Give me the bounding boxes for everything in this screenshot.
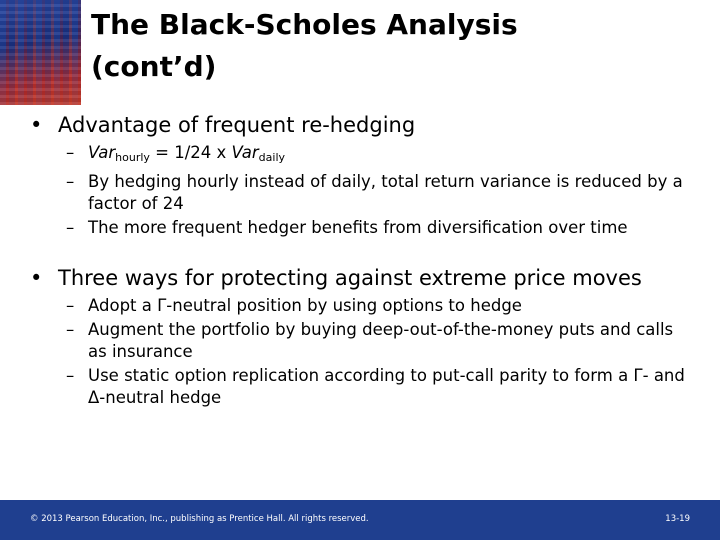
sub-bullet-item: [66, 319, 690, 363]
dash-marker: –: [66, 296, 75, 315]
subscript-daily: daily: [258, 151, 286, 164]
dash-marker: –: [66, 172, 75, 191]
footer-bar: [0, 500, 720, 540]
bullet-text: Advantage of frequent re-hedging: [58, 113, 416, 137]
sub-bullet-text: Adopt a Γ-neutral position by using options to hedge: [88, 296, 522, 315]
sub-bullet-item: [66, 217, 690, 239]
dash-marker: –: [66, 320, 75, 339]
dash-marker: –: [66, 218, 75, 237]
title-line-1: The Black-Scholes Analysis: [91, 8, 518, 41]
var-symbol: Var: [231, 143, 259, 162]
dash-marker: –: [66, 366, 75, 385]
sub-bullet-item: [66, 295, 690, 317]
sub-bullet-item: [66, 171, 690, 215]
bullet-dot: •: [30, 266, 43, 290]
slide-body: [30, 112, 690, 411]
bullet-text: Three ways for protecting against extreme price moves: [58, 266, 642, 290]
subscript-hourly: hourly: [115, 151, 150, 164]
copyright-text: © 2013 Pearson Education, Inc., publishing as Prentice Hall. All rights reserved.: [30, 514, 369, 524]
sub-bullet-text: The more frequent hedger benefits from diversification over time: [88, 218, 628, 237]
sub-bullet-item: [66, 142, 690, 169]
bullet-item: [30, 265, 690, 291]
sub-bullet-item: [66, 365, 690, 409]
page-number: 13-19: [665, 514, 690, 524]
slide-title: [91, 4, 518, 88]
bullet-item: [30, 112, 690, 138]
sub-bullet-text: Augment the portfolio by buying deep-out-of-the-money puts and calls as insurance: [88, 320, 674, 361]
title-line-2: (cont’d): [91, 50, 217, 83]
sub-bullet-list: [30, 295, 690, 409]
dash-marker: –: [66, 143, 75, 162]
bullet-dot: •: [30, 113, 43, 137]
sub-bullet-text: Use static option replication according to put-call parity to form a Γ- and Δ-neutral hedge: [88, 366, 685, 407]
formula-middle: = 1/24 x: [149, 143, 232, 162]
sub-bullet-text: By hedging hourly instead of daily, total return variance is reduced by a factor of 24: [88, 172, 683, 213]
sub-bullet-list: [30, 142, 690, 239]
var-symbol: Var: [88, 143, 116, 162]
header-photo: [0, 0, 81, 105]
